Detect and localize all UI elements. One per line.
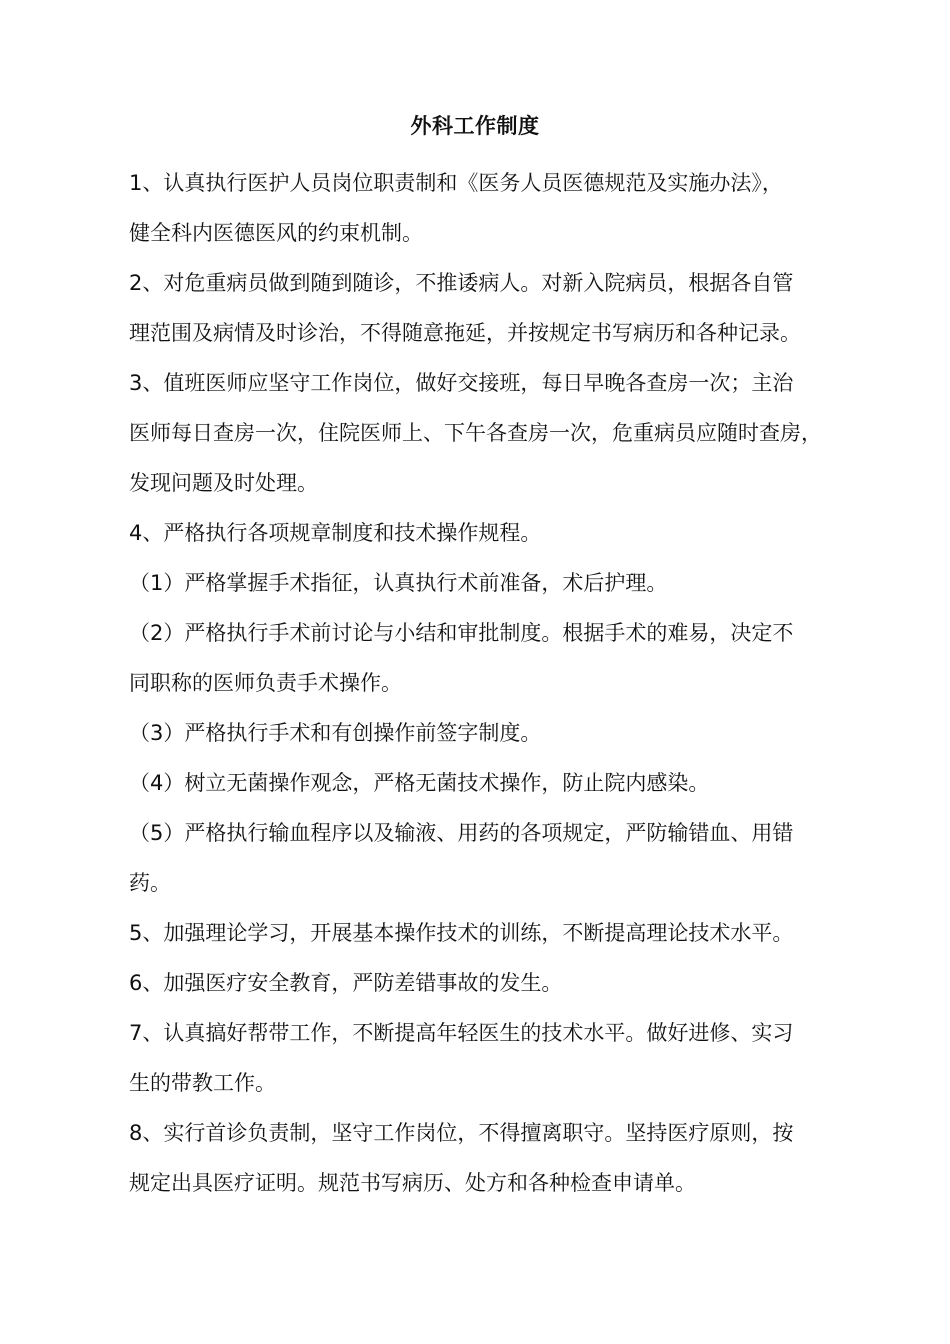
- paragraph-line: 发现问题及时处理。: [129, 471, 318, 495]
- paragraph-1: [129, 158, 834, 258]
- paragraph-4-4: [129, 758, 834, 808]
- paragraph-4: [129, 508, 834, 558]
- paragraph-7: [129, 1008, 834, 1108]
- paragraph-line: 8、实行首诊负责制，坚守工作岗位，不得擅离职守。坚持医疗原则，按: [129, 1121, 794, 1145]
- paragraph-line: 2、对危重病员做到随到随诊，不推诿病人。对新入院病员，根据各自管: [129, 271, 794, 295]
- paragraph-2: [129, 258, 834, 358]
- paragraph-line: （1）严格掌握手术指征，认真执行术前准备，术后护理。: [129, 571, 668, 595]
- paragraph-3: [129, 358, 834, 508]
- paragraph-8: [129, 1108, 834, 1208]
- paragraph-6: [129, 958, 834, 1008]
- paragraph-4-2: [129, 608, 834, 708]
- paragraph-line: 4、严格执行各项规章制度和技术操作规程。: [129, 521, 542, 545]
- paragraph-line: 5、加强理论学习，开展基本操作技术的训练，不断提高理论技术水平。: [129, 921, 794, 945]
- paragraph-line: 7、认真搞好帮带工作，不断提高年轻医生的技术水平。做好进修、实习: [129, 1021, 794, 1045]
- paragraph-line: 理范围及病情及时诊治，不得随意拖延，并按规定书写病历和各种记录。: [129, 321, 801, 345]
- paragraph-line: （5）严格执行输血程序以及输液、用药的各项规定，严防输错血、用错: [129, 821, 794, 845]
- document-body: [129, 158, 834, 1208]
- paragraph-line: （4）树立无菌操作观念，严格无菌技术操作，防止院内感染。: [129, 771, 710, 795]
- paragraph-line: 规定出具医疗证明。规范书写病历、处方和各种检查申请单。: [129, 1171, 696, 1195]
- paragraph-line: 6、加强医疗安全教育，严防差错事故的发生。: [129, 971, 563, 995]
- paragraph-line: 健全科内医德医风的约束机制。: [129, 221, 423, 245]
- paragraph-line: 1、认真执行医护人员岗位职责制和《医务人员医德规范及实施办法》，: [129, 171, 783, 195]
- paragraph-line: 医师每日查房一次，住院医师上、下午各查房一次，危重病员应随时查房，: [129, 421, 822, 445]
- paragraph-4-3: [129, 708, 834, 758]
- paragraph-line: （2）严格执行手术前讨论与小结和审批制度。根据手术的难易，决定不: [129, 621, 794, 645]
- paragraph-line: 3、值班医师应坚守工作岗位，做好交接班，每日早晚各查房一次；主治: [129, 371, 794, 395]
- paragraph-line: 生的带教工作。: [129, 1071, 276, 1095]
- paragraph-5: [129, 908, 834, 958]
- paragraph-line: 同职称的医师负责手术操作。: [129, 671, 402, 695]
- paragraph-line: （3）严格执行手术和有创操作前签字制度。: [129, 721, 542, 745]
- paragraph-4-1: [129, 558, 834, 608]
- paragraph-4-5: [129, 808, 834, 908]
- document-title: 外科工作制度: [410, 114, 540, 138]
- paragraph-line: 药。: [129, 871, 171, 895]
